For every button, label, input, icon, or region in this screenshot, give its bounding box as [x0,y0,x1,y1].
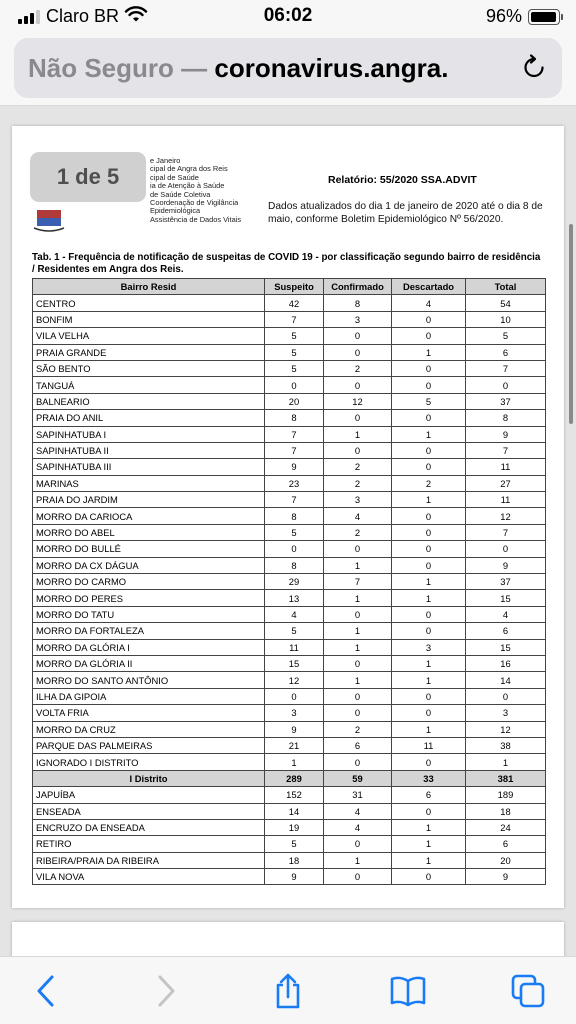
cell-descartado: 1 [392,344,466,360]
table-row [33,574,546,590]
cell-confirmado: 1 [324,852,392,868]
table-row [33,475,546,491]
page-indicator: 1 de 5 [30,152,146,202]
cell-total: 37 [466,393,546,409]
cell-bairro: MARINAS [33,475,265,491]
cell-total: 10 [466,311,546,327]
table-row [33,442,546,458]
carrier-name: Claro BR [46,6,120,26]
pdf-page-1 [12,126,564,908]
cell-suspeito: 7 [265,426,324,442]
cell-suspeito: 7 [265,492,324,508]
cell-suspeito: 3 [265,705,324,721]
header-descartado: Descartado [392,279,466,295]
table-row [33,590,546,606]
cell-suspeito: 9 [265,459,324,475]
cell-bairro: CENTRO [33,295,265,311]
table-row [33,787,546,803]
cell-suspeito: 4 [265,606,324,622]
cell-total: 189 [466,787,546,803]
cell-bairro: IGNORADO I DISTRITO [33,754,265,770]
cell-confirmado: 0 [324,344,392,360]
cell-total: 5 [466,328,546,344]
table-row [33,803,546,819]
cell-suspeito: 15 [265,655,324,671]
cell-confirmado: 0 [324,754,392,770]
cell-confirmado: 2 [324,459,392,475]
cell-bairro: VILA NOVA [33,869,265,885]
cell-suspeito: 8 [265,557,324,573]
tabs-icon[interactable] [508,971,548,1011]
cell-total: 14 [466,672,546,688]
cell-descartado: 1 [392,655,466,671]
back-icon[interactable] [26,971,66,1011]
cell-confirmado: 2 [324,475,392,491]
cell-confirmado: 7 [324,574,392,590]
table-row [33,524,546,540]
cell-confirmado: 31 [324,787,392,803]
cell-descartado: 1 [392,426,466,442]
cell-descartado: 0 [392,442,466,458]
cell-descartado: 0 [392,557,466,573]
address-bar[interactable] [14,38,562,98]
address-bar-area [0,34,576,106]
cell-suspeito: 152 [265,787,324,803]
cell-total: 15 [466,590,546,606]
cell-total: 1 [466,754,546,770]
district-total-row [33,770,546,786]
table-row [33,508,546,524]
table-row [33,869,546,885]
cell-bairro: I Distrito [33,770,265,786]
cell-confirmado: 0 [324,377,392,393]
cell-descartado: 0 [392,623,466,639]
table-row [33,639,546,655]
table-row [33,606,546,622]
table-row [33,459,546,475]
cell-bairro: MORRO DO SANTO ANTÔNIO [33,672,265,688]
cell-confirmado: 2 [324,721,392,737]
report-title: Relatório: 55/2020 SSA.ADVIT [328,174,477,186]
cell-bairro: MORRO DA GLÓRIA I [33,639,265,655]
table-header-row [33,279,546,295]
cell-descartado: 0 [392,410,466,426]
cell-suspeito: 21 [265,737,324,753]
cell-suspeito: 5 [265,623,324,639]
cell-descartado: 1 [392,721,466,737]
cell-descartado: 0 [392,311,466,327]
table-row [33,426,546,442]
scrollbar[interactable] [569,224,573,424]
table-row [33,328,546,344]
cell-bairro: TANGUÁ [33,377,265,393]
report-subtitle: Dados atualizados do dia 1 de janeiro de 2020 até o dia 8 de maio, conforme Boletim Epidemiológico Nº 56/2020. [268,201,543,225]
cell-bairro: SAPINHATUBA I [33,426,265,442]
table-row [33,819,546,835]
cell-suspeito: 8 [265,508,324,524]
battery-icon [528,9,560,25]
cell-bairro: JAPUÍBA [33,787,265,803]
cell-descartado: 1 [392,836,466,852]
cell-suspeito: 1 [265,754,324,770]
cell-confirmado: 1 [324,672,392,688]
table-row [33,492,546,508]
battery-percent: 96% [485,6,522,26]
cell-suspeito: 13 [265,590,324,606]
cell-total: 54 [466,295,546,311]
cell-suspeito: 19 [265,819,324,835]
header-confirmado: Confirmado [324,279,392,295]
cell-suspeito: 42 [265,295,324,311]
cell-confirmado: 0 [324,655,392,671]
cell-total: 15 [466,639,546,655]
table-row [33,623,546,639]
header-bairro: Bairro Resid [33,279,265,295]
cell-bairro: PRAIA GRANDE [33,344,265,360]
table-caption: Tab. 1 - Frequência de notificação de suspeitas de COVID 19 - por classificação segundo bairro de residência / Residentes em Angra dos Reis. [32,252,541,276]
cell-total: 3 [466,705,546,721]
cell-total: 24 [466,819,546,835]
cell-confirmado: 3 [324,311,392,327]
cell-descartado: 6 [392,787,466,803]
table-row [33,655,546,671]
cell-suspeito: 20 [265,393,324,409]
cell-suspeito: 0 [265,541,324,557]
cell-bairro: SAPINHATUBA II [33,442,265,458]
cell-total: 4 [466,606,546,622]
cell-confirmado: 1 [324,557,392,573]
cell-total: 7 [466,360,546,376]
table-row [33,737,546,753]
cell-bairro: MORRO DA CX DÁGUA [33,557,265,573]
cell-total: 27 [466,475,546,491]
cell-descartado: 0 [392,508,466,524]
cell-confirmado: 0 [324,869,392,885]
cell-descartado: 3 [392,639,466,655]
cell-confirmado: 4 [324,803,392,819]
cell-confirmado: 1 [324,623,392,639]
cell-descartado: 2 [392,475,466,491]
cell-total: 11 [466,459,546,475]
cell-bairro: BALNEARIO [33,393,265,409]
cell-bairro: VOLTA FRIA [33,705,265,721]
cell-suspeito: 14 [265,803,324,819]
header-total: Total [466,279,546,295]
status-bar [0,0,576,34]
cell-total: 0 [466,377,546,393]
cell-descartado: 5 [392,393,466,409]
cell-bairro: MORRO DA CARIOCA [33,508,265,524]
cell-suspeito: 5 [265,344,324,360]
clock: 06:02 [263,5,313,26]
cell-total: 8 [466,410,546,426]
cell-confirmado: 0 [324,836,392,852]
cell-descartado: 1 [392,852,466,868]
table-row [33,836,546,852]
table-row [33,410,546,426]
cell-suspeito: 5 [265,328,324,344]
cell-descartado: 1 [392,672,466,688]
cell-total: 6 [466,623,546,639]
cell-total: 381 [466,770,546,786]
cell-total: 18 [466,803,546,819]
cell-bairro: BONFIM [33,311,265,327]
cell-confirmado: 1 [324,639,392,655]
table-row [33,754,546,770]
cell-total: 37 [466,574,546,590]
cell-suspeito: 5 [265,524,324,540]
share-icon[interactable] [268,971,308,1011]
cell-confirmado: 59 [324,770,392,786]
cell-total: 9 [466,426,546,442]
cell-total: 16 [466,655,546,671]
cell-bairro: PRAIA DO JARDIM [33,492,265,508]
cell-confirmado: 6 [324,737,392,753]
cell-suspeito: 11 [265,639,324,655]
cell-total: 7 [466,442,546,458]
table-row [33,393,546,409]
cell-descartado: 0 [392,541,466,557]
cell-total: 12 [466,721,546,737]
cell-descartado: 1 [392,590,466,606]
cell-confirmado: 4 [324,819,392,835]
cell-bairro: MORRO DA FORTALEZA [33,623,265,639]
cell-bairro: MORRO DO BULLÉ [33,541,265,557]
cell-bairro: VILA VELHA [33,328,265,344]
cell-suspeito: 8 [265,410,324,426]
cell-descartado: 0 [392,705,466,721]
cell-bairro: PARQUE DAS PALMEIRAS [33,737,265,753]
url-domain: coronavirus.angra. [214,52,449,83]
cell-bairro: MORRO DO TATU [33,606,265,622]
pdf-viewer[interactable] [0,106,576,956]
cell-confirmado: 1 [324,590,392,606]
cell-suspeito: 7 [265,311,324,327]
bookmarks-icon[interactable] [388,971,428,1011]
cell-total: 11 [466,492,546,508]
cell-confirmado: 0 [324,410,392,426]
cell-descartado: 33 [392,770,466,786]
cell-suspeito: 0 [265,688,324,704]
cell-confirmado: 0 [324,541,392,557]
cell-confirmado: 12 [324,393,392,409]
cell-suspeito: 18 [265,852,324,868]
forward-icon[interactable] [146,971,186,1011]
cell-bairro: MORRO DO PERES [33,590,265,606]
cell-descartado: 0 [392,377,466,393]
cell-descartado: 1 [392,574,466,590]
cell-confirmado: 2 [324,524,392,540]
cell-confirmado: 0 [324,606,392,622]
cell-total: 7 [466,524,546,540]
cell-bairro: MORRO DO CARMO [33,574,265,590]
reload-icon[interactable] [522,54,546,85]
cell-bairro: MORRO DO ABEL [33,524,265,540]
cell-suspeito: 5 [265,836,324,852]
cell-bairro: SAPINHATUBA III [33,459,265,475]
table-row [33,688,546,704]
cell-confirmado: 0 [324,442,392,458]
cell-suspeito: 5 [265,360,324,376]
cell-descartado: 0 [392,754,466,770]
table-row [33,541,546,557]
cell-confirmado: 0 [324,328,392,344]
cell-total: 0 [466,688,546,704]
cell-descartado: 0 [392,869,466,885]
cell-bairro: RETIRO [33,836,265,852]
table-row [33,852,546,868]
url-text[interactable] [28,53,508,84]
cell-total: 9 [466,869,546,885]
cell-descartado: 0 [392,688,466,704]
cell-suspeito: 7 [265,442,324,458]
cell-descartado: 1 [392,492,466,508]
cell-confirmado: 0 [324,688,392,704]
table-row [33,721,546,737]
cell-suspeito: 23 [265,475,324,491]
cell-confirmado: 3 [324,492,392,508]
cell-descartado: 1 [392,819,466,835]
table-row [33,705,546,721]
cell-total: 9 [466,557,546,573]
cell-bairro: ENCRUZO DA ENSEADA [33,819,265,835]
cell-descartado: 11 [392,737,466,753]
cell-descartado: 0 [392,524,466,540]
cell-bairro: MORRO DA CRUZ [33,721,265,737]
cell-bairro: RIBEIRA/PRAIA DA RIBEIRA [33,852,265,868]
cell-bairro: ENSEADA [33,803,265,819]
table-row [33,295,546,311]
table-row [33,672,546,688]
cell-descartado: 0 [392,606,466,622]
cell-total: 0 [466,541,546,557]
not-secure-label: Não Seguro — [28,52,208,83]
bottom-toolbar [0,956,576,1024]
cell-bairro: SÃO BENTO [33,360,265,376]
cell-total: 6 [466,836,546,852]
cell-confirmado: 1 [324,426,392,442]
cell-confirmado: 4 [324,508,392,524]
cell-total: 6 [466,344,546,360]
table-row [33,360,546,376]
cell-suspeito: 9 [265,721,324,737]
cell-descartado: 0 [392,328,466,344]
table-row [33,311,546,327]
org-header: e Janeiro cipal de Angra dos Reis cipal de Saúde ia de Atenção à Saúde de Saúde Coletiva Coordenação de Vigilância Epidemiológica Assistência de Dados Vitais [150,156,242,224]
cell-descartado: 4 [392,295,466,311]
cell-descartado: 0 [392,803,466,819]
cell-bairro: PRAIA DO ANIL [33,410,265,426]
cell-suspeito: 29 [265,574,324,590]
header-suspeito: Suspeito [265,279,324,295]
covid-table [32,278,546,885]
cell-suspeito: 0 [265,377,324,393]
table-row [33,557,546,573]
cell-total: 20 [466,852,546,868]
cell-confirmado: 8 [324,295,392,311]
cell-suspeito: 12 [265,672,324,688]
cell-bairro: MORRO DA GLÓRIA II [33,655,265,671]
cell-descartado: 0 [392,360,466,376]
cell-suspeito: 9 [265,869,324,885]
cell-confirmado: 0 [324,705,392,721]
cell-bairro: ILHA DA GIPOIA [33,688,265,704]
cell-total: 38 [466,737,546,753]
cell-confirmado: 2 [324,360,392,376]
cell-descartado: 0 [392,459,466,475]
cell-suspeito: 289 [265,770,324,786]
cell-total: 12 [466,508,546,524]
table-row [33,344,546,360]
table-row [33,377,546,393]
